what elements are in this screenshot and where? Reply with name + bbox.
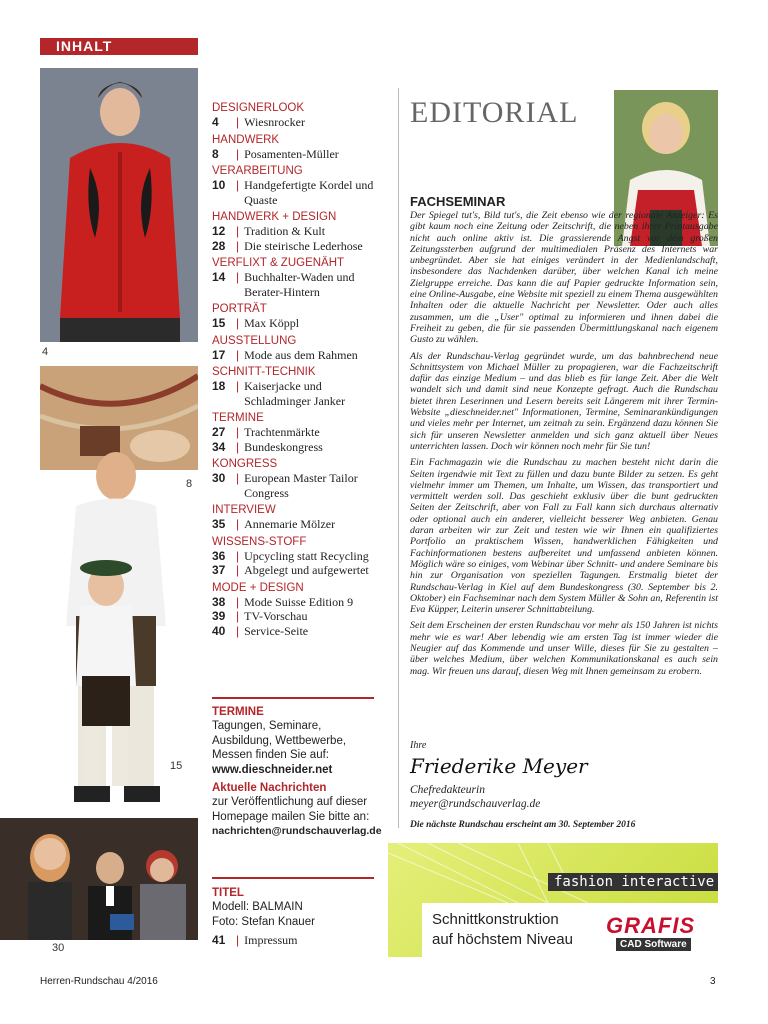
toc-page-number: 41	[212, 933, 226, 947]
toc-item[interactable]: 12 | Tradition & Kult	[212, 224, 326, 238]
toc-title: Handgefertigte Kordel und Quaste	[244, 178, 374, 207]
toc-title: Die steirische Lederhose	[244, 238, 363, 253]
photo-number-15: 15	[170, 760, 183, 772]
toc-category: HANDWERK + DESIGN	[212, 211, 337, 223]
nachrichten-text: zur Veröffentlichung auf dieser Homepage mailen Sie bitte an:	[212, 796, 370, 823]
toc-page-number: 39	[212, 609, 226, 623]
toc-page-number: 38	[212, 594, 226, 609]
toc-title: Impressum	[244, 933, 298, 947]
photo-number-8: 8	[186, 478, 193, 490]
editorial-paragraph: Ein Fachmagazin wie die Rundschau zu machen besteht nicht darin die Seiten irgendwie mit Text zu füllen und dazu bunte Bilder zu setzen. Es geht vielmehr immer um Themen, um Inhalte, um Wissen, das transportiert und vermittelt werden soll. Das geschieht exklusiv über die bunt gedruckten Seiten der Zeitschrift, aber von Fall zu Fall kann sich durchaus alternativ oder optional auch ein anderer, vielleicht besserer Weg anbieten. Genau daran arbeiten wir zur Zeit und testen wie wir Ihnen ein qualifiziertes Portfolio an praktischem Wissen, handwerklichen Fähigkeiten und Fachinformationen bestens aufbereitet und umfassend anbieten können. Möglich wäre so einiges, vom Webinar über Schnitt- und andere Seminare bis hin zur Organisation von speziellen Tagungen. Erstmalig bietet der Rundschau-Verlag in Kiel auf dem Bundeskongress (30. September bis 2. Oktober) ein Fachseminar nach dem System Müller & Sohn an, Referentin ist Eva Küpper, Leiterin unserer Schnittabteilung.	[410, 457, 718, 616]
photo-number-4: 4	[42, 346, 49, 358]
toc-title: Upcycling statt Recycling	[244, 548, 369, 563]
family-illustration	[16, 446, 186, 818]
toc-category: PORTRÄT	[212, 303, 267, 315]
ad-line-2: auf höchstem Niveau	[432, 931, 573, 948]
divider-rule	[212, 697, 374, 699]
toc-item[interactable]: 4 | Wiesnrocker	[212, 115, 305, 129]
editorial-paragraph: Seit dem Erscheinen der ersten Rundschau vor mehr als 150 Jahren ist nichts mehr wie es war! Aber lebendig wie am ersten Tag ist immer wieder die Neugier auf das Kommende und unser Wille, dieses für Sie zu gestalten – über welches Medium, über welchen Kommunikationskanal es auch sein mag. Wir freuen uns darauf, diesen Weg mit Ihnen gemeinsam zu erobern.	[410, 620, 718, 677]
toc-page-number: 12	[212, 224, 226, 238]
editorial-body	[410, 210, 718, 682]
toc-title: Abgelegt und aufgewertet	[244, 563, 369, 577]
toc-page-number: 17	[212, 347, 226, 362]
termine-text: Tagungen, Seminare, Ausbildung, Wettbewerbe, Messen finden Sie auf:	[212, 720, 347, 761]
editorial-paragraph: Als der Rundschau-Verlag gegründet wurde, um das bahnbrechend neue Schnittsystem von Michael Müller zu propagieren, war die Fachzeitschrift dafür das einzige Medium – und das blieb es für lange Zeit. Aber die Welt wandelt sich und damit sind neue Konzepte gefragt. Auch die Rundschau bietet ihren Leserinnen und Lesern bereits seit Längerem mit ihrer Termin-Website „dieschneider.net" Informationen, Termine, Seminarankündigungen und vieles mehr per Internet, um zeitnah zu sein. Ergänzend dazu können Sie sich für unseren Newsletter anmelden und sich ganz aktuell über Neues unterrichten lassen. Doch wir können noch mehr für Sie tun!	[410, 350, 718, 452]
toc-item[interactable]: 34 | Bundeskongress	[212, 439, 323, 454]
next-issue-note: Die nächste Rundschau erscheint am 30. September 2016	[410, 820, 636, 830]
toc-item[interactable]: 39 | TV-Vorschau	[212, 609, 308, 623]
toc-title: Trachtenmärkte	[244, 425, 320, 439]
toc-section	[212, 334, 387, 363]
toc-page-number: 37	[212, 563, 226, 577]
toc-section	[212, 133, 387, 162]
table-of-contents	[212, 98, 387, 638]
toc-title: Mode aus dem Rahmen	[244, 347, 358, 362]
grafis-advertisement[interactable]	[388, 843, 718, 957]
toc-page-number: 4	[212, 115, 219, 129]
grafis-logo-sub: CAD Software	[616, 938, 691, 951]
toc-category: DESIGNERLOOK	[212, 102, 305, 114]
toc-section	[212, 457, 387, 500]
photo-designer-jacket	[40, 68, 198, 342]
toc-item-impressum[interactable]: 41 | Impressum	[212, 933, 298, 947]
toc-category: KONGRESS	[212, 458, 278, 470]
editorial-role: Chefredakteurin	[410, 784, 485, 796]
toc-section	[212, 535, 387, 578]
toc-item[interactable]: 15 | Max Köppl	[212, 316, 300, 330]
editorial-paragraph: Der Spiegel tut's, Bild tut's, die Zeit ebenso wie der regionale Anzeiger: Es gibt kaum noch eine Zeitung oder Zeitschrift, die neben ihrer Printausgabe nicht auch online aktiv ist. Die grassierende Angst vor dem großen Zeitungssterben aufgrund der multimedialen Präsenz des Internets war unbegründet. Aber sie hat einiges verändert in der Medienlandschaft, insbesondere das Nachdenken darüber, über welchen Kanal ich meine Zielgruppe erreiche. Das kann die auf Papier gedruckte Information sein, eine Online-Ausgabe, eine Website mit speziell zu einem Thema ausgewählten Inhalten oder die aktuelle Nachricht per Newsletter. Oder auch alles zusammen, um die „User" optimal zu informieren und ihnen dabei die Freiheit zu geben, die für sie passenden Übermittlungskanal nach eigenem Gusto zu wählen.	[410, 210, 718, 346]
toc-item[interactable]: 10 | Handgefertigte Kordel und Quaste	[212, 178, 387, 207]
toc-section	[212, 411, 387, 454]
nachrichten-email[interactable]: nachrichten@rundschauverlag.de	[212, 825, 382, 837]
footer-page-number: 3	[710, 976, 716, 987]
toc-page-number: 8	[212, 146, 219, 161]
toc-section	[212, 101, 387, 130]
toc-page-number: 18	[212, 379, 226, 393]
ad-banner: fashion interactive	[548, 873, 718, 891]
editorial-title: EDITORIAL	[410, 96, 579, 129]
toc-title: European Master Tailor Congress	[244, 471, 358, 500]
toc-item[interactable]: 18 | Kaiserjacke und Schladminger Janker	[212, 379, 387, 408]
toc-item[interactable]: 27 | Trachtenmärkte	[212, 425, 320, 439]
toc-category: MODE + DESIGN	[212, 581, 304, 594]
toc-item[interactable]: 17 | Mode aus dem Rahmen	[212, 347, 358, 362]
footer-publication: Herren-Rundschau 4/2016	[40, 976, 158, 987]
congress-illustration	[0, 818, 198, 940]
titel-photo: Foto: Stefan Knauer	[212, 915, 315, 928]
toc-category: VERFLIXT & ZUGENÄHT	[212, 257, 345, 269]
editorial-subtitle: FACHSEMINAR	[410, 194, 506, 209]
toc-category: HANDWERK	[212, 133, 280, 146]
toc-page-number: 28	[212, 238, 226, 253]
toc-item[interactable]: 35 | Annemarie Mölzer	[212, 517, 336, 531]
editorial-email[interactable]: meyer@rundschauverlag.de	[410, 798, 541, 810]
toc-page-number: 35	[212, 517, 226, 531]
toc-section	[212, 365, 387, 408]
toc-section	[212, 210, 387, 253]
toc-page-number: 15	[212, 316, 226, 330]
toc-page-number: 34	[212, 439, 226, 454]
toc-item[interactable]: 8 | Posamenten-Müller	[212, 146, 339, 161]
toc-title: Buchhalter-Waden und Berater-Hintern	[244, 270, 355, 299]
toc-section	[212, 302, 387, 331]
toc-page-number: 27	[212, 425, 226, 439]
toc-title: Mode Suisse Edition 9	[244, 594, 354, 609]
toc-category: TERMINE	[212, 412, 264, 424]
editorial-signature: Friederike Meyer	[410, 754, 588, 778]
toc-category: SCHNITT-TECHNIK	[212, 366, 316, 378]
titel-box	[212, 886, 374, 948]
toc-category: AUSSTELLUNG	[212, 334, 297, 347]
toc-item[interactable]: 14 | Buchhalter-Waden und Berater-Hintern	[212, 270, 387, 299]
editorial-closing: Ihre	[410, 740, 427, 751]
toc-item[interactable]: 38 | Mode Suisse Edition 9	[212, 594, 354, 609]
toc-page-number: 10	[212, 178, 226, 192]
toc-item[interactable]: 37 | Abgelegt und aufgewertet	[212, 563, 369, 577]
termine-title: TERMINE	[212, 706, 264, 718]
termine-box	[212, 705, 382, 839]
toc-page-number: 40	[212, 623, 226, 638]
toc-category: VERARBEITUNG	[212, 165, 303, 177]
toc-page-number: 14	[212, 270, 226, 284]
toc-page-number: 36	[212, 548, 226, 563]
toc-title: Tradition & Kult	[244, 224, 326, 238]
toc-item[interactable]: 30 | European Master Tailor Congress	[212, 471, 387, 500]
toc-item[interactable]: 28 | Die steirische Lederhose	[212, 238, 363, 253]
toc-section	[212, 256, 387, 299]
inhalt-header: INHALT	[40, 38, 198, 55]
titel-model: Modell: BALMAIN	[212, 901, 303, 913]
toc-item[interactable]: 40 | Service-Seite	[212, 623, 309, 638]
editorial-divider	[398, 88, 399, 828]
photo-lederhose	[16, 446, 186, 818]
toc-section	[212, 164, 387, 207]
toc-title: Service-Seite	[244, 623, 309, 638]
toc-title: Posamenten-Müller	[244, 146, 339, 161]
toc-title: Kaiserjacke und Schladminger Janker	[244, 379, 346, 408]
nachrichten-title: Aktuelle Nachrichten	[212, 782, 327, 794]
titel-title: TITEL	[212, 887, 244, 899]
termine-link[interactable]: www.dieschneider.net	[212, 763, 333, 776]
photo-kongress	[0, 818, 198, 940]
grafis-logo: GRAFIS	[606, 913, 696, 938]
photo-number-30: 30	[52, 942, 65, 954]
toc-page-number: 30	[212, 471, 226, 485]
toc-title: Annemarie Mölzer	[244, 517, 336, 531]
toc-category: WISSENS-STOFF	[212, 535, 307, 548]
toc-title: TV-Vorschau	[244, 609, 308, 623]
toc-category: INTERVIEW	[212, 504, 276, 516]
ad-line-1: Schnittkonstruktion	[432, 911, 559, 928]
toc-title: Max Köppl	[244, 316, 300, 330]
toc-title: Bundeskongress	[244, 439, 323, 454]
toc-title: Wiesnrocker	[244, 115, 305, 129]
toc-section	[212, 503, 387, 532]
toc-section	[212, 581, 387, 639]
divider-rule	[212, 877, 374, 879]
toc-item[interactable]: 36 | Upcycling statt Recycling	[212, 548, 369, 563]
model-illustration	[40, 68, 198, 342]
